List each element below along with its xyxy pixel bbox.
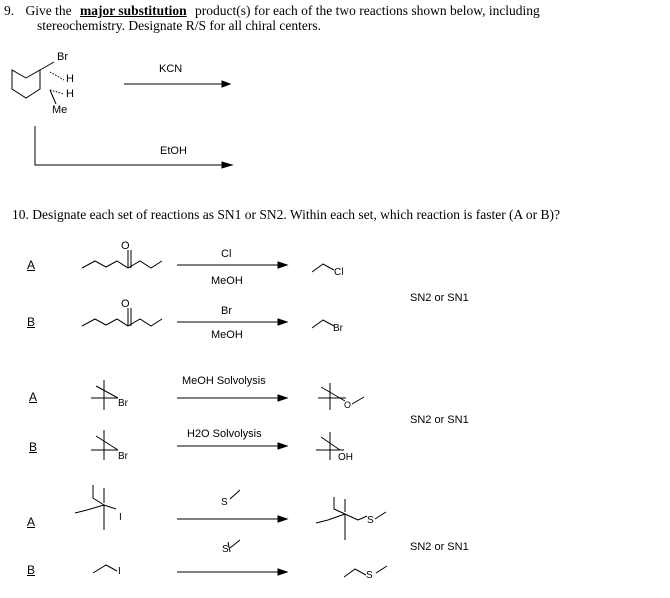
set1-b-product-atom: Br [333,323,343,334]
set2-a-product-atom: O [344,400,352,410]
q10-instruction: 10. Designate each set of reactions as SN1 or SN2. Within each set, which reaction is faster (A or B)? [12,207,561,222]
set1-choice: SN2 or SN1 [410,292,469,304]
q9-atom-h2: H [66,88,74,100]
q9-atom-h1: H [66,73,74,85]
set3-a-substrate-atom: I [119,512,122,523]
set2-b-reagent: H2O Solvolysis [187,428,262,440]
set3-a-nucleophile [230,490,240,499]
set3-choice: SN2 or SN1 [410,541,469,553]
set3-b-substrate-atom: I [118,566,121,577]
set1-b-reagent-bottom: MeOH [211,329,243,341]
q9-bond-me [50,90,56,104]
set3-b-substrate [93,565,117,573]
set1-a-product-atom: Cl [334,267,344,278]
set3-b-label: B [27,563,36,577]
set1-a-reagent-bottom: MeOH [211,275,243,287]
q9-reagent-etoh: EtOH [160,145,187,157]
set1-a-reagent-top: Cl [221,248,232,260]
q9-reagent-kcn: KCN [159,63,183,75]
q9-arrow-1-head [222,81,230,87]
set2-b-substrate-atom: Br [118,451,128,462]
q9-arrow-2-head [222,162,232,168]
set1-a-substrate [82,261,162,268]
q9-bold-text: major substitution [80,3,187,18]
set1-b-reagent-top: Br [221,305,232,317]
set2-a-reagent: MeOH Solvolysis [182,375,266,387]
q9-text-2: product(s) for each of the two reactions shown below, including [195,3,540,18]
set2-a-tbu-1 [96,386,118,398]
set1-b-product [312,320,334,328]
q9-bond-br [40,62,54,70]
set1-b-substrate [82,319,162,326]
q9-line2: stereochemistry. Designate R/S for all chiral centers. [37,18,322,33]
q9-atom-me: Me [52,104,68,116]
set1-a-ring-o: O [121,240,130,252]
set1-a-product [312,264,334,272]
set3-a-label: A [27,515,36,529]
set3-a-product [334,497,345,540]
q9-cyclohexane-ring [12,70,40,98]
set3-b-product-atom: S [366,570,373,581]
set2-choice: SN2 or SN1 [410,414,469,426]
q9-text-1: Give the [25,3,72,18]
set3-b-reagent-atom: S [222,544,229,555]
q9-arrow-2 [35,126,230,165]
set3-b-nucleophile [230,540,240,548]
set2-b-tbu [96,436,118,450]
set1-b-ring-o: O [121,298,130,310]
q9-atom-br: Br [57,51,68,63]
set1-b-label: B [27,315,36,329]
set2-a-product [321,387,345,401]
set2-b-product-atom: OH [338,452,353,463]
q9-bond-h1 [50,72,64,80]
q9-number: 9. [4,3,15,18]
set3-b-product [344,569,366,577]
set2-a-substrate-atom: Br [118,398,128,409]
set2-b-label: B [29,440,38,454]
set3-a-product-atom: S [367,515,374,526]
set2-a-label: A [29,390,38,404]
set3-a-reagent-atom: S [221,497,228,508]
set1-a-label: A [27,258,36,272]
q9-bond-h2 [50,90,64,94]
